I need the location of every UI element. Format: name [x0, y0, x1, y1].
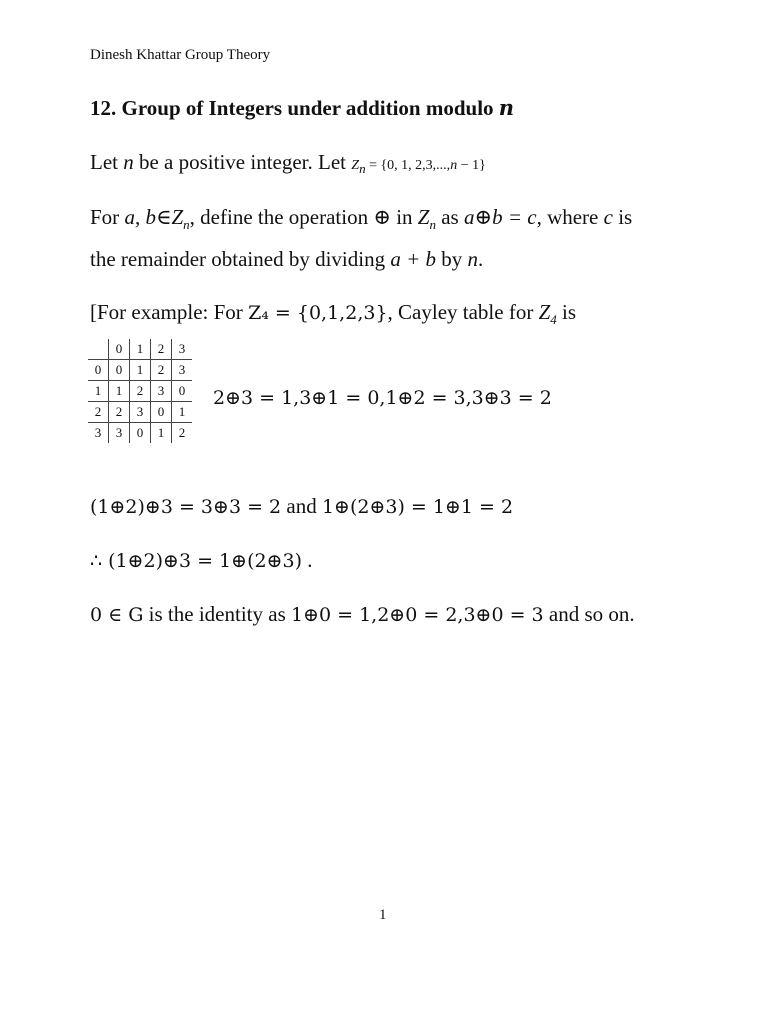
- zn-symbol: Z: [351, 158, 360, 173]
- assoc-right: 1⊕(2⊕3) = 1⊕1 = 2: [321, 496, 514, 518]
- table-equations: 2⊕3 = 1,3⊕1 = 0,1⊕2 = 3,3⊕3 = 2: [213, 387, 552, 409]
- cayley-cell: 2: [109, 402, 130, 423]
- therefore-line: [90, 548, 313, 573]
- def-line2-text-2: by: [436, 247, 468, 271]
- example-z-sub: 4: [550, 312, 557, 328]
- cayley-cell: 1: [109, 381, 130, 402]
- cayley-header-row: [88, 339, 192, 360]
- zn-set-values: = {0, 1, 2,3,...,: [365, 158, 451, 173]
- therefore-statement: ∴ (1⊕2)⊕3 = 1⊕(2⊕3): [90, 550, 302, 572]
- def-element-of: ∈: [155, 205, 172, 229]
- cayley-cell: 2: [130, 381, 151, 402]
- cayley-row: [88, 360, 192, 381]
- cayley-cell: 2: [172, 423, 193, 444]
- identity-text-2: and so on.: [543, 602, 635, 626]
- def-text-1: For: [90, 205, 125, 229]
- def-c: c: [603, 205, 613, 229]
- zn-subscript: n: [359, 160, 366, 176]
- cayley-row-label: 1: [88, 381, 109, 402]
- def-line2-period: .: [478, 247, 484, 271]
- intro-line: [90, 150, 486, 177]
- def-sum: a + b: [390, 247, 437, 271]
- title-text: 12. Group of Integers under addition modulo: [90, 96, 499, 120]
- cayley-corner-cell: [88, 339, 109, 360]
- identity-examples: 1⊕0 = 1,2⊕0 = 2,3⊕0 = 3: [291, 604, 544, 626]
- assoc-and: and: [281, 494, 322, 518]
- intro-n: n: [123, 150, 134, 174]
- therefore-period: .: [302, 548, 313, 572]
- identity-element: 0 ∈ G: [90, 604, 144, 626]
- cayley-header-cell: 2: [151, 339, 172, 360]
- cayley-cell: 3: [130, 402, 151, 423]
- associativity-example: [90, 494, 513, 519]
- section-title: [90, 95, 514, 121]
- z4-set: Z₄ = {0,1,2,3}: [248, 302, 388, 324]
- identity-text-1: is the identity as: [143, 602, 291, 626]
- cayley-header-cell: 3: [172, 339, 193, 360]
- zn-set-end: − 1}: [457, 158, 486, 173]
- cayley-table: [88, 339, 192, 443]
- example-z: Z: [538, 300, 551, 324]
- intro-text-1: Let: [90, 150, 124, 174]
- zn-set-definition: [351, 158, 486, 176]
- cayley-header-cell: 1: [130, 339, 151, 360]
- cayley-cell: 1: [172, 402, 193, 423]
- cayley-cell: 0: [151, 402, 172, 423]
- page-header: Dinesh Khattar Group Theory: [90, 47, 271, 63]
- cayley-cell: 0: [109, 360, 130, 381]
- definition-line-1: [90, 205, 632, 233]
- cayley-cell: 3: [109, 423, 130, 444]
- def-line2-n: n: [467, 247, 479, 271]
- example-text-3: is: [556, 300, 577, 324]
- cayley-row: [88, 423, 192, 444]
- cayley-row-label: 2: [88, 402, 109, 423]
- intro-text-2: be a positive integer. Let: [133, 150, 352, 174]
- def-text-2: , define the operation ⊕ in: [189, 205, 418, 229]
- cayley-cell: 3: [172, 360, 193, 381]
- def-z2-sub: n: [429, 217, 436, 233]
- def-z: Z: [171, 205, 184, 229]
- title-variable: n: [498, 95, 515, 120]
- def-text-5: is: [612, 205, 633, 229]
- cayley-cell: 0: [172, 381, 193, 402]
- def-line2-text-1: the remainder obtained by dividing: [90, 247, 391, 271]
- def-a-b: a, b: [124, 205, 156, 229]
- cayley-row-label: 3: [88, 423, 109, 444]
- def-z-sub: n: [183, 217, 190, 233]
- cayley-cell: 0: [130, 423, 151, 444]
- cayley-row: [88, 402, 192, 423]
- def-expression: a⊕b = c: [463, 205, 537, 229]
- def-text-3: as: [435, 205, 464, 229]
- example-text-1: [For example: For: [90, 300, 249, 324]
- cayley-row: [88, 381, 192, 402]
- cayley-cell: 1: [130, 360, 151, 381]
- definition-line-2: [90, 247, 483, 272]
- cayley-cell: 2: [151, 360, 172, 381]
- example-line: [90, 300, 576, 328]
- cayley-header-cell: 0: [109, 339, 130, 360]
- zn-set-n: n: [450, 158, 458, 173]
- cayley-cell: 3: [151, 381, 172, 402]
- cayley-row-label: 0: [88, 360, 109, 381]
- cayley-cell: 1: [151, 423, 172, 444]
- page-number: 1: [379, 907, 387, 923]
- example-text-2: , Cayley table for: [387, 300, 539, 324]
- def-text-4: , where: [536, 205, 604, 229]
- def-z2: Z: [417, 205, 430, 229]
- assoc-left: (1⊕2)⊕3 = 3⊕3 = 2: [90, 496, 282, 518]
- identity-line: [90, 602, 635, 627]
